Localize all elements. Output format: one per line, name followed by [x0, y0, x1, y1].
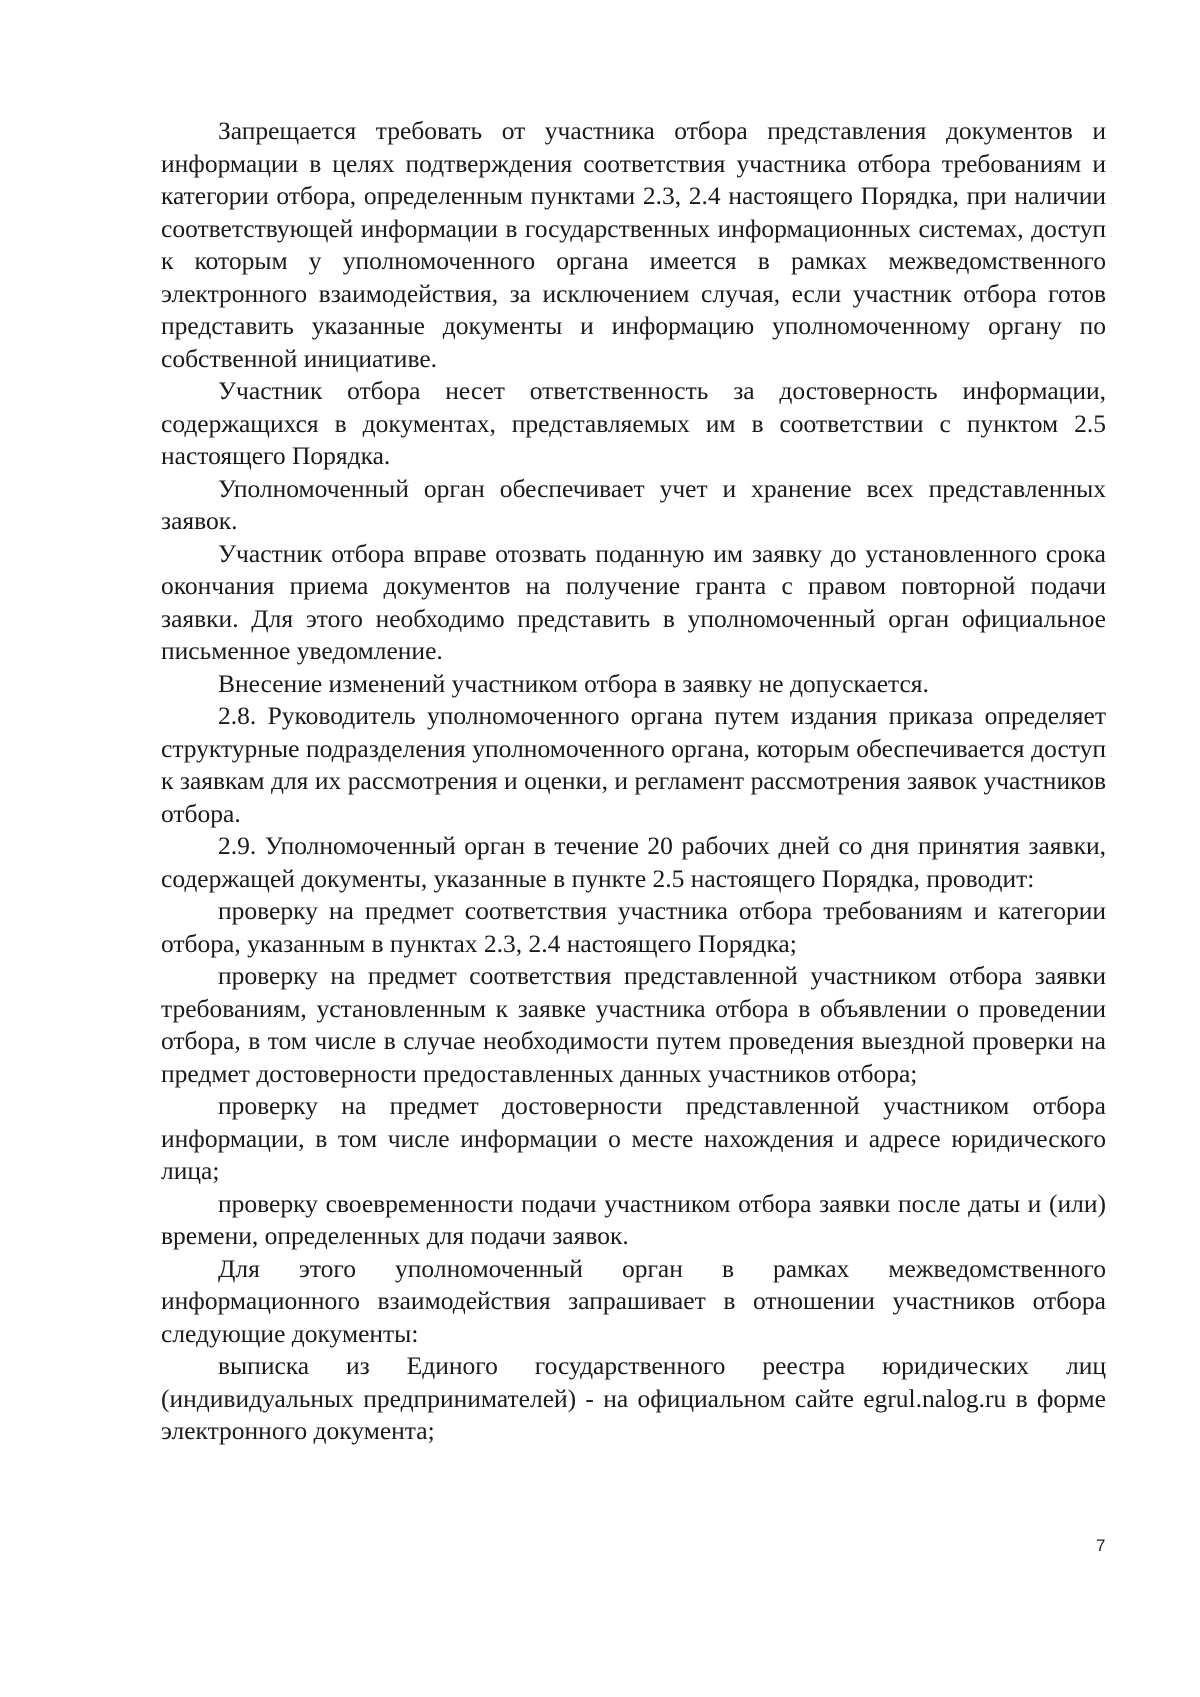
paragraph-prohibition: Запрещается требовать от участника отбора представления документов и информации в целях подтверждения соответствия участника отбора требованиям и категории отбора, определенным пунктами 2.3, 2.4 настоящего Порядка, при наличии соответствующей информации в государственных информационных системах, доступ к которым у уполномоченного органа имеется в рамках межведомственного электронного взаимодействия, за исключением случая, если участник отбора готов представить указанные документы и информацию уполномоченному органу по собственной инициативе.: [161, 116, 1106, 373]
paragraph-egrul-extract: выписка из Единого государственного реестра юридических лиц (индивидуальных предпринимателей) - на официальном сайте egrul.nalog.ru в форме электронного документа;: [161, 1351, 1106, 1445]
paragraph-responsibility: Участник отбора несет ответственность за достоверность информации, содержащихся в документах, представляемых им в соответствии с пунктом 2.5 настоящего Порядка.: [161, 376, 1106, 470]
document-body: [161, 115, 1106, 1448]
paragraph-no-changes: Внесение изменений участником отбора в заявку не допускается.: [218, 668, 929, 698]
paragraph-interagency-request: Для этого уполномоченный орган в рамках межведомственного информационного взаимодействия запрашивает в отношении участников отбора следующие документы:: [161, 1253, 1106, 1348]
paragraph-2-9: 2.9. Уполномоченный орган в течение 20 рабочих дней со дня принятия заявки, содержащей документы, указанные в пункте 2.5 настоящего Порядка, проводит:: [161, 831, 1106, 893]
paragraph-storage: Уполномоченный орган обеспечивает учет и хранение всех представленных заявок.: [161, 473, 1106, 535]
paragraph-check-application: проверку на предмет соответствия представленной участником отбора заявки требованиям, установленным к заявке участника отбора в объявлении о проведении отбора, в том числе в случае необходимости путем проведения выездной проверки на предмет достоверности предоставленных данных участников отбора;: [161, 961, 1106, 1088]
paragraph-withdrawal: Участник отбора вправе отозвать поданную им заявку до установленного срока окончания приема документов на получение гранта с правом повторной подачи заявки. Для этого необходимо представить в уполномоченный орган официальное письменное уведомление.: [161, 538, 1106, 665]
page-number: 7: [1096, 1536, 1106, 1555]
paragraph-check-requirements: проверку на предмет соответствия участника отбора требованиям и категории отбора, указанным в пунктах 2.3, 2.4 настоящего Порядка;: [161, 896, 1106, 958]
paragraph-2-8: 2.8. Руководитель уполномоченного органа путем издания приказа определяет структурные подразделения уполномоченного органа, которым обеспечивается доступ к заявкам для их рассмотрения и оценки, и регламент рассмотрения заявок участников отбора.: [161, 701, 1106, 828]
paragraph-check-reliability: проверку на предмет достоверности представленной участником отбора информации, в том числе информации о месте нахождения и адресе юридического лица;: [161, 1091, 1106, 1185]
paragraph-check-timeliness: проверку своевременности подачи участником отбора заявки после даты и (или) времени, определенных для подачи заявок.: [161, 1188, 1106, 1250]
